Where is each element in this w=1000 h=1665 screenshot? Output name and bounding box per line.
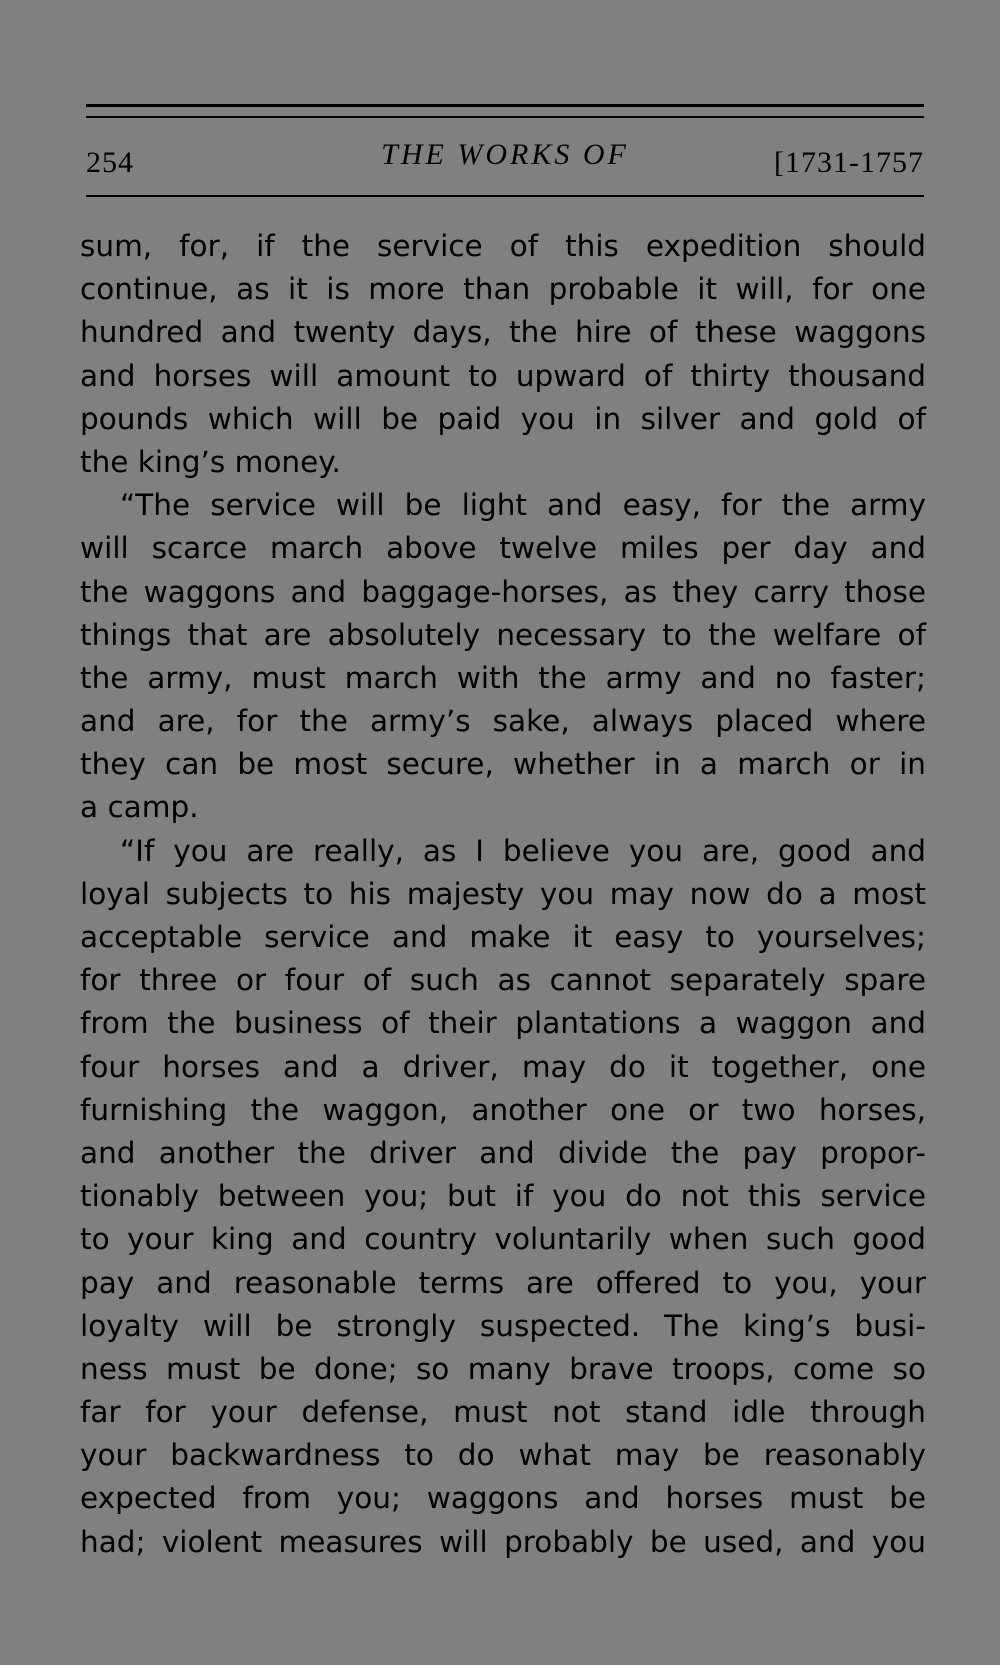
paragraph bbox=[80, 484, 926, 830]
text-line: for three or four of such as cannot separately spare bbox=[80, 963, 926, 998]
text-line: loyal subjects to his majesty you may now do a most bbox=[80, 876, 926, 911]
text-line: will scarce march above twelve miles per day and bbox=[80, 531, 926, 566]
text-line: “The service will be light and easy, for the army bbox=[120, 488, 926, 523]
text-line: “If you are really, as I believe you are, good and bbox=[120, 833, 926, 868]
text-line: tionably between you; but if you do not this service bbox=[80, 1179, 926, 1214]
text-line: continue, as it is more than probable it will, for one bbox=[80, 272, 926, 307]
text-line: sum, for, if the service of this expedition should bbox=[80, 229, 926, 263]
paragraph bbox=[80, 225, 926, 484]
text-line: expected from you; waggons and horses must be bbox=[80, 1481, 926, 1516]
date-range: [1731-1757 bbox=[774, 146, 924, 179]
paragraph bbox=[80, 830, 926, 1564]
text-line: a camp. bbox=[80, 790, 199, 825]
text-line: and horses will amount to upward of thirty thousand bbox=[80, 358, 926, 393]
text-line: four horses and a driver, may do it together, one bbox=[80, 1049, 926, 1084]
text-line: to your king and country voluntarily when such good bbox=[80, 1222, 926, 1257]
text-line: your backwardness to do what may be reasonably bbox=[80, 1438, 926, 1473]
body-text bbox=[80, 225, 926, 1564]
text-line: the army, must march with the army and no faster; bbox=[80, 660, 926, 695]
text-line: things that are absolutely necessary to the welfare of bbox=[80, 617, 926, 652]
text-line: the waggons and baggage-horses, as they carry those bbox=[80, 574, 926, 609]
text-line: far for your defense, must not stand idle through bbox=[80, 1395, 926, 1430]
top-rule bbox=[86, 104, 924, 107]
page-number: 254 bbox=[86, 146, 134, 179]
top-rule-inner bbox=[86, 116, 924, 118]
text-line: pay and reasonable terms are offered to you, your bbox=[80, 1265, 926, 1300]
text-line: pounds which will be paid you in silver and gold of bbox=[80, 401, 926, 436]
text-line: they can be most secure, whether in a march or in bbox=[80, 747, 926, 782]
page-header bbox=[86, 138, 924, 182]
text-line: had; violent measures will probably be used, and you bbox=[80, 1524, 926, 1559]
text-line: loyalty will be strongly suspected. The king’s busi- bbox=[80, 1308, 926, 1343]
text-line: hundred and twenty days, the hire of these waggons bbox=[80, 315, 926, 350]
text-line: the king’s money. bbox=[80, 444, 341, 479]
header-rule bbox=[86, 195, 924, 197]
text-line: furnishing the waggon, another one or two horses, bbox=[80, 1092, 926, 1127]
text-line: and are, for the army’s sake, always placed where bbox=[80, 704, 926, 739]
running-title: THE WORKS OF bbox=[381, 138, 629, 171]
text-line: acceptable service and make it easy to yourselves; bbox=[80, 920, 926, 954]
text-line: from the business of their plantations a waggon and bbox=[80, 1006, 926, 1041]
text-line: and another the driver and divide the pay propor- bbox=[80, 1135, 926, 1170]
text-line: ness must be done; so many brave troops, come so bbox=[80, 1351, 926, 1386]
